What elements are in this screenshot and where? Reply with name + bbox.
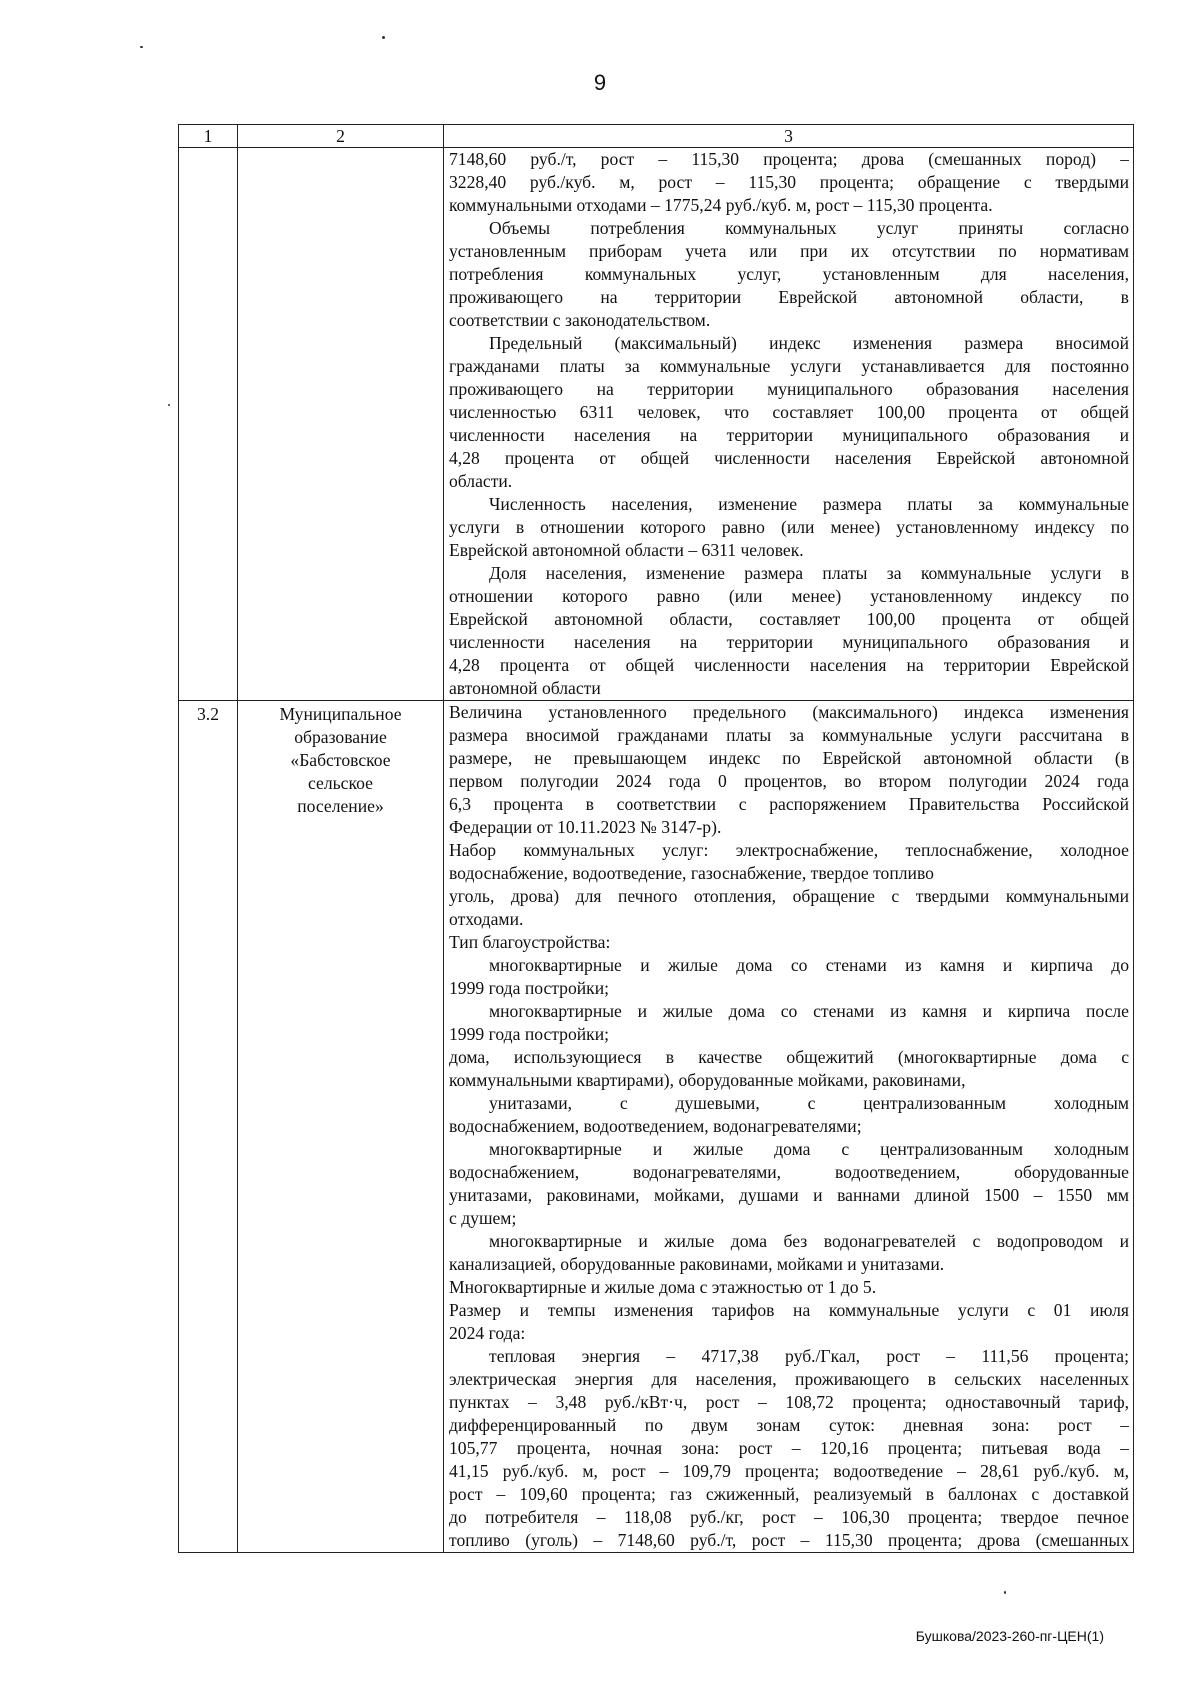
scan-speck	[382, 36, 385, 39]
table-row	[179, 148, 1134, 701]
description-cell	[444, 701, 1134, 1553]
row-number-cell	[179, 701, 238, 1553]
text-line: 6,3 процента в соответствии с распоряжением Правительства Российской	[449, 794, 1129, 814]
text-line: до потребителя – 118,08 руб./кг, рост – 106,30 процента; твердое печное	[449, 1507, 1129, 1527]
text-line: дома, использующиеся в качестве общежитий (многоквартирные дома с	[449, 1047, 1129, 1067]
municipality-name	[238, 701, 443, 818]
text-line: коммунальными отходами – 1775,24 руб./куб. м, рост – 115,30 процента.	[449, 195, 993, 215]
row-number-cell	[179, 148, 238, 701]
municipality-name-line: «Бабстовское	[290, 750, 391, 770]
text-line: 2024 года:	[449, 1323, 526, 1343]
text-line: установленным приборам учета или при их отсутствии по нормативам	[449, 241, 1129, 261]
text-line: 7148,60 руб./т, рост – 115,30 процента; дрова (смешанных пород) –	[449, 149, 1129, 169]
description-cell	[444, 148, 1134, 701]
row-number: 3.2	[197, 704, 219, 724]
municipality-name-line: образование	[294, 727, 387, 747]
text-line: Величина установленного предельного (максимального) индекса изменения	[449, 702, 1129, 722]
text-line: Объемы потребления коммунальных услуг приняты согласно	[489, 218, 1129, 238]
text-line: соответствии с законодательством.	[449, 310, 711, 330]
text-line: 4,28 процента от общей численности населения Еврейской автономной	[449, 448, 1129, 468]
text-line: водоснабжение, водоотведение, газоснабжение, твердое топливо	[449, 863, 934, 883]
municipality-cell	[238, 148, 444, 701]
text-line: топливо (уголь) – 7148,60 руб./т, рост – 115,30 процента; дрова (смешанных	[449, 1530, 1129, 1550]
page-number: 9	[593, 70, 607, 95]
text-line: многоквартирные и жилые дома с централизованным холодным	[489, 1139, 1129, 1159]
text-line: с душем;	[449, 1208, 517, 1228]
scan-speck	[168, 404, 170, 406]
text-line: коммунальными квартирами), оборудованные мойками, раковинами,	[449, 1070, 966, 1090]
text-line: многоквартирные и жилые дома со стенами из камня и кирпича после	[489, 1001, 1129, 1021]
scan-speck	[140, 46, 143, 48]
text-line: рост – 109,60 процента; газ сжиженный, реализуемый в баллонах с доставкой	[449, 1484, 1129, 1504]
text-line: электрическая энергия для населения, проживающего в сельских населенных	[449, 1369, 1129, 1389]
text-line: численности населения на территории муниципального образования и	[449, 632, 1129, 652]
text-line: численности населения на территории муниципального образования и	[449, 425, 1129, 445]
text-line: многоквартирные и жилые дома без водонагревателей с водопроводом и	[489, 1231, 1129, 1251]
text-line: 41,15 руб./куб. м, рост – 109,79 процента; водоотведение – 28,61 руб./куб. м,	[449, 1461, 1129, 1481]
text-line: 1999 года постройки;	[449, 978, 610, 998]
tariff-table	[178, 124, 1134, 1553]
text-line: унитазами, раковинами, мойками, душами и ваннами длиной 1500 – 1550 мм	[449, 1185, 1129, 1205]
text-line: первом полугодии 2024 года 0 процентов, во втором полугодии 2024 года	[449, 771, 1129, 791]
text-line: автономной области	[449, 678, 601, 698]
text-line: Федерации от 10.11.2023 № 3147-р).	[449, 817, 722, 837]
text-line: отношении которого равно (или менее) установленному индексу по	[449, 586, 1129, 606]
header-col-1: 1	[179, 125, 238, 148]
text-line: Еврейской автономной области, составляет 100,00 процента от общей	[449, 609, 1129, 629]
description-text	[444, 148, 1133, 700]
text-line: потребления коммунальных услуг, установленным для населения,	[449, 264, 1129, 284]
text-line: дифференцированный по двум зонам суток: дневная зона: рост –	[449, 1415, 1129, 1435]
text-line: проживающего на территории муниципального образования населения	[449, 379, 1129, 399]
text-line: размера вносимой гражданами платы за коммунальные услуги рассчитана в	[449, 725, 1129, 745]
text-line: 4,28 процента от общей численности населения на территории Еврейской	[449, 655, 1129, 675]
header-col-3: 3	[444, 125, 1134, 148]
text-line: Еврейской автономной области – 6311 человек.	[449, 540, 804, 560]
scan-speck	[1004, 1591, 1006, 1594]
text-line: 3228,40 руб./куб. м, рост – 115,30 процента; обращение с твердыми	[449, 172, 1129, 192]
text-line: 1999 года постройки;	[449, 1024, 610, 1044]
text-line: Размер и темпы изменения тарифов на коммунальные услуги с 01 июля	[449, 1300, 1129, 1320]
municipality-name-line: сельское	[308, 773, 373, 793]
text-line: Численность населения, изменение размера платы за коммунальные	[489, 494, 1129, 514]
text-line: области.	[449, 471, 513, 491]
text-line: численностью 6311 человек, что составляет 100,00 процента от общей	[449, 402, 1129, 422]
text-line: Многоквартирные и жилые дома с этажностью от 1 до 5.	[449, 1277, 877, 1297]
text-line: Предельный (максимальный) индекс изменения размера вносимой	[489, 333, 1129, 353]
text-line: услуги в отношении которого равно (или менее) установленному индексу по	[449, 517, 1129, 537]
table-header-row	[179, 125, 1134, 148]
text-line: гражданами платы за коммунальные услуги устанавливается для постоянно	[449, 356, 1129, 376]
text-line: отходами.	[449, 909, 524, 929]
text-line: размере, не превышающем индекс по Еврейской автономной области (в	[449, 748, 1129, 768]
text-line: проживающего на территории Еврейской автономной области, в	[449, 287, 1129, 307]
text-line: тепловая энергия – 4717,38 руб./Гкал, рост – 111,56 процента;	[489, 1346, 1129, 1366]
municipality-name-line: Муниципальное	[279, 704, 402, 724]
municipality-name-line: поселение»	[297, 796, 384, 816]
text-line: уголь, дрова) для печного отопления, обращение с твердыми коммунальными	[449, 886, 1129, 906]
header-col-2: 2	[238, 125, 444, 148]
text-line: многоквартирные и жилые дома со стенами из камня и кирпича до	[489, 955, 1129, 975]
text-line: канализацией, оборудованные раковинами, мойками и унитазами.	[449, 1254, 945, 1274]
description-text	[444, 701, 1133, 1552]
text-line: Доля населения, изменение размера платы за коммунальные услуги в	[489, 563, 1129, 583]
municipality-cell	[238, 701, 444, 1553]
text-line: Набор коммунальных услуг: электроснабжение, теплоснабжение, холодное	[449, 840, 1129, 860]
table-row	[179, 701, 1134, 1553]
text-line: 105,77 процента, ночная зона: рост – 120,16 процента; питьевая вода –	[449, 1438, 1129, 1458]
text-line: водоснабжением, водонагревателями, водоотведением, оборудованные	[449, 1162, 1129, 1182]
text-line: водоснабжением, водоотведением, водонагревателями;	[449, 1116, 862, 1136]
text-line: унитазами, с душевыми, с централизованным холодным	[489, 1093, 1129, 1113]
text-line: Тип благоустройства:	[449, 932, 611, 952]
text-line: пунктах – 3,48 руб./кВт·ч, рост – 108,72 процента; одноставочный тариф,	[449, 1392, 1129, 1412]
document-reference: Бушкова/2023-260-пг-ЦЕН(1)	[915, 1628, 1104, 1644]
